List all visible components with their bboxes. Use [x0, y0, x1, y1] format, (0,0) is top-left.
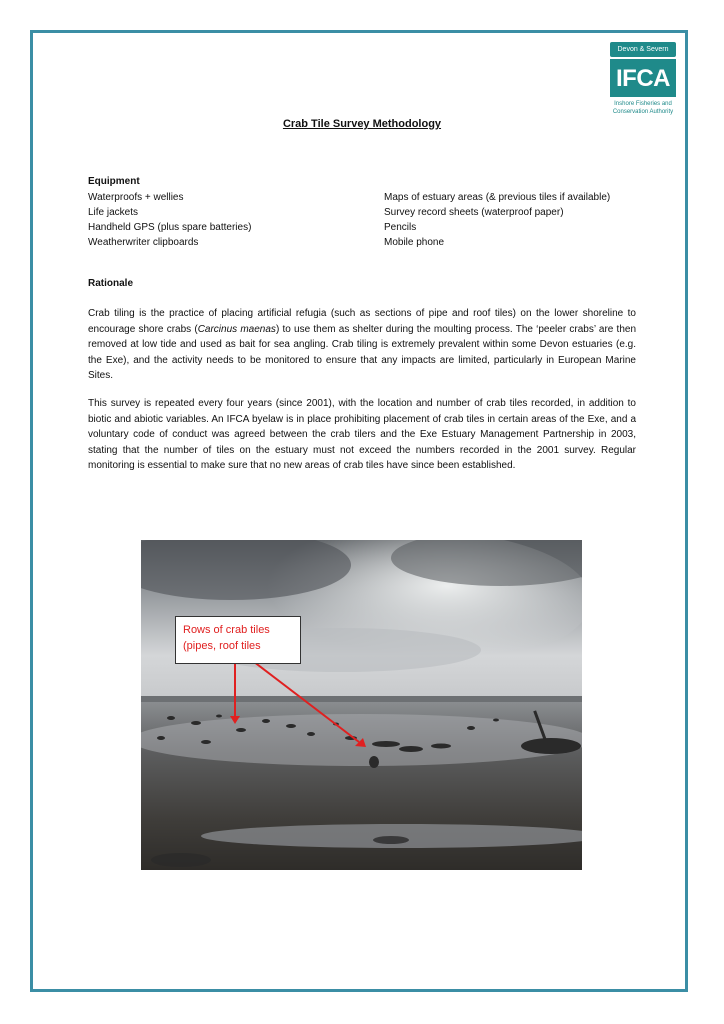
equipment-item: Survey record sheets (waterproof paper) [384, 207, 564, 218]
callout-line: (pipes, roof tiles [183, 640, 261, 652]
rationale-paragraph-1 [88, 306, 636, 384]
equipment-list-right [384, 190, 610, 250]
logo-subtitle: Inshore Fisheries and Conservation Authority [612, 101, 674, 115]
paragraph-text: ) to use them as shelter during the moulting process. The ‘peeler crabs’ are then removed at low tide and used as bait for sea angling. Crab tiling is extremely prevalent within some Devon estuaries (e.g. the Exe), and the activity needs to be monitored to ensure that any impacts are limited, particularly in European Marine Sites. [88, 323, 637, 381]
ifca-logo [606, 42, 680, 120]
equipment-item: Waterproofs + wellies [88, 192, 184, 203]
paragraph-text: Crab tiling is the practice of placing artificial refugia (such as sections of pipe and roof tiles) on the lower shoreline to encourage shore crabs ( [88, 308, 636, 335]
callout-line: Rows of crab tiles [183, 624, 270, 636]
estuary-photo-image [141, 540, 582, 870]
equipment-item: Life jackets [88, 207, 139, 218]
equipment-item: Mobile phone [384, 237, 445, 248]
document-title: Crab Tile Survey Methodology [282, 118, 442, 130]
crab-tiles-callout [175, 616, 301, 664]
equipment-item: Weatherwriter clipboards [88, 237, 199, 248]
logo-region-text: Devon & Severn [610, 42, 676, 57]
equipment-item: Handheld GPS (plus spare batteries) [88, 222, 252, 233]
equipment-list-left [88, 190, 251, 250]
equipment-item: Pencils [384, 222, 417, 233]
species-name: Carcinus maenas [197, 323, 276, 335]
estuary-photo [141, 540, 582, 870]
equipment-item: Maps of estuary areas (& previous tiles if available) [384, 192, 611, 203]
equipment-heading: Equipment [88, 176, 140, 187]
rationale-heading: Rationale [88, 278, 134, 289]
logo-acronym: IFCA [610, 59, 676, 97]
rationale-paragraph-2: This survey is repeated every four years (since 2001), with the location and number of crab tiles recorded, in addition to biotic and abiotic variables. An IFCA byelaw is in place prohibiting placement of crab tiles in certain areas of the Exe, and a voluntary code of conduct was agreed between the crab tilers and the Exe Estuary Management Partnership in 2003, stating that the number of tiles on the estuary must not exceed the numbers recorded in the 2001 survey. Regular monitoring is essential to make sure that no new areas of crab tiles have since been established. [88, 398, 636, 471]
